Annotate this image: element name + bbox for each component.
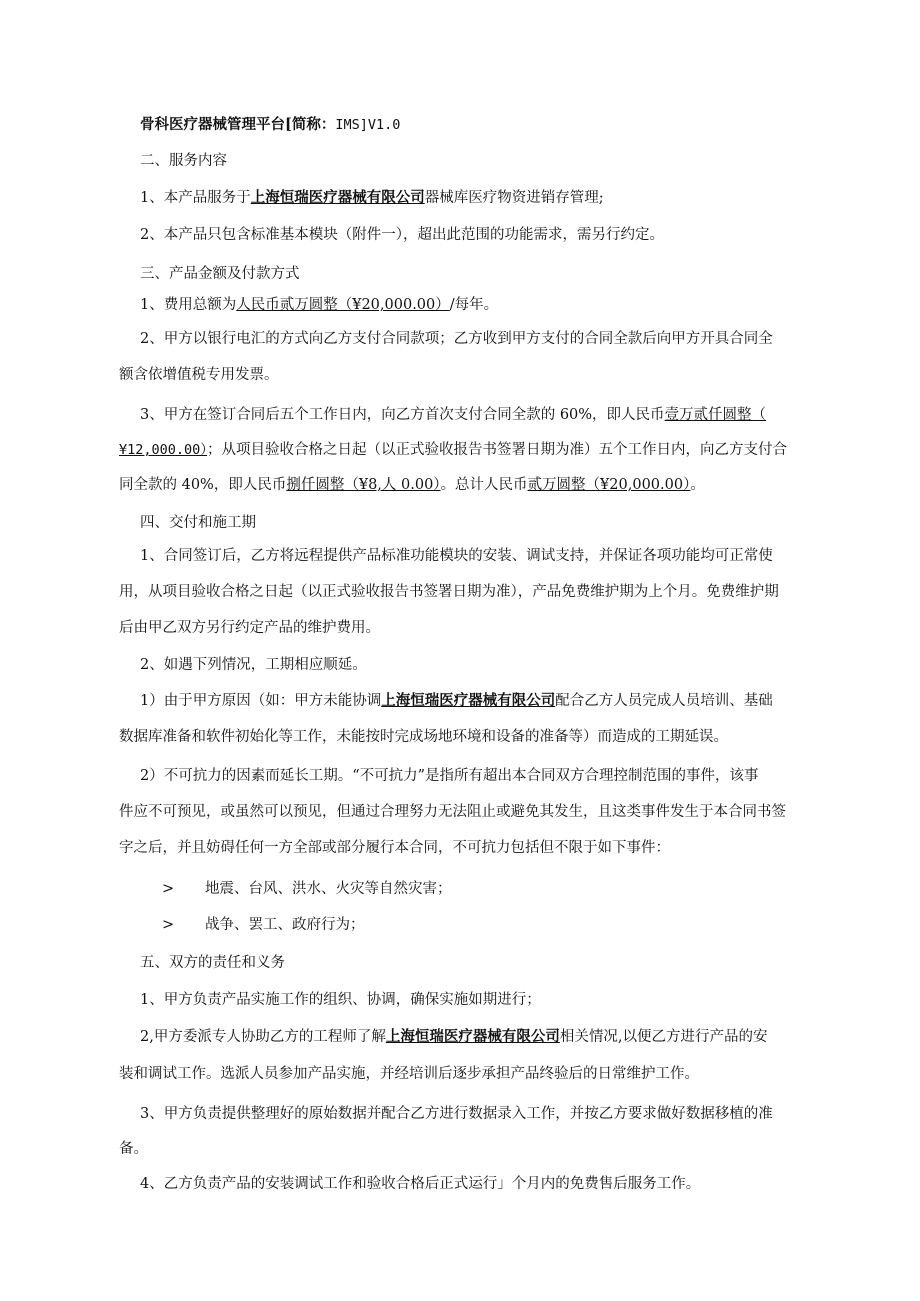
s4-p3-text-b: 配合乙方人员完成人员培训、基础 (555, 693, 773, 709)
section-3-heading: 三、产品金额及付款方式 (140, 266, 300, 282)
company-name: 上海恒瑞医疗器械有限公司 (381, 693, 556, 709)
s4-paragraph-2: 2、如遇下列情况，工期相应顺延。 (140, 657, 367, 673)
s3-p3-l3-text-b: 。总计人民币 (440, 477, 528, 493)
company-name: 上海恒瑞医疗器械有限公司 (250, 190, 425, 206)
s4-paragraph-4-line-1: 2）不可抗力的因素而延长工期。“不可抗力”是指所有超出本合同双方合理控制范围的事件，该事 (140, 768, 759, 784)
s3-p3-l3-text-c: 。 (690, 477, 705, 493)
title-code: IMS]V1.0 (335, 117, 401, 133)
s5-paragraph-1: 1、甲方负责产品实施工作的组织、协调，确保实施如期进行； (140, 992, 541, 1008)
company-name: 上海恒瑞医疗器械有限公司 (385, 1029, 560, 1045)
s3-paragraph-2-line-1: 2、甲方以银行电汇的方式向乙方支付合同款项；乙方收到甲方支付的合同全款后向甲方开具合同全 (140, 331, 773, 347)
s3-p3-l1-text: 3、甲方在签订合同后五个工作日内，向乙方首次支付合同全款的 60%，即人民币 (140, 407, 665, 423)
bullet-item-2: 战争、罢工、政府行为； (205, 917, 365, 933)
s4-paragraph-1-line-3: 后由甲乙双方另行约定产品的维护费用。 (119, 620, 380, 636)
first-payment-figure: ¥12,000.00） (119, 442, 208, 458)
s3-p3-l2-text: ；从项目验收合格之日起（以正式验收报告书签署日期为准）五个工作日内，向乙方支付合 (207, 442, 788, 458)
s2-p1-text-a: 1、本产品服务于 (140, 190, 251, 206)
s3-p1-text-b: /每年。 (449, 297, 499, 313)
first-payment-amount: 壹万贰仟圆整（ (664, 407, 767, 423)
bullet-item-1: 地震、台风、洪水、火灾等自然灾害； (205, 881, 452, 897)
s3-paragraph-1 (140, 294, 498, 316)
s2-paragraph-2: 2、本产品只包含标准基本模块（附件一），超出此范围的功能需求，需另行约定。 (140, 227, 664, 243)
section-2-heading: 二、服务内容 (140, 153, 227, 169)
s3-paragraph-3-line-2 (119, 439, 787, 461)
total-payment-amount: 贰万圆整（¥20,000.00） (527, 477, 691, 493)
title-main: 骨科医疗器械管理平台[简称： (140, 116, 336, 133)
s4-paragraph-3-line-2: 数据库准备和软件初始化等工作，未能按时完成场地环境和设备的准备等）而造成的工期延误。 (119, 729, 728, 745)
bullet-arrow-icon: > (162, 917, 175, 933)
s5-paragraph-4: 4、乙方负责产品的安装调试工作和验收合格后正式运行」个月内的免费售后服务工作。 (140, 1176, 701, 1192)
section-5-heading: 五、双方的责任和义务 (140, 955, 285, 971)
second-payment-amount: 捌仟圆整（¥8,人 0.00） (286, 477, 441, 493)
s2-paragraph-1 (140, 187, 604, 209)
s4-paragraph-3-line-1 (140, 690, 773, 712)
bullet-arrow-icon: > (162, 881, 175, 897)
s4-paragraph-1-line-1: 1、合同签订后，乙方将远程提供产品标准功能模块的安装、调试支持，并保证各项功能均可正常使 (140, 548, 773, 564)
s3-p1-text-a: 1、费用总额为 (140, 297, 237, 313)
s4-paragraph-4-line-3: 字之后，并且妨碍任何一方全部或部分履行本合同，不可抗力包括但不限于如下事件： (119, 840, 670, 856)
s5-p2-text-a: 2,甲方委派专人协助乙方的工程师了解 (140, 1029, 386, 1045)
s3-paragraph-3-line-3 (119, 474, 705, 496)
s4-paragraph-1-line-2: 用，从项目验收合格之日起（以正式验收报告书签署日期为准），产品免费维护期为上个月。免费维护期 (119, 584, 779, 600)
s2-p1-text-b: 器械库医疗物资进销存管理; (424, 190, 604, 206)
document-title (140, 114, 400, 136)
s5-paragraph-2-line-1 (140, 1026, 767, 1048)
s3-p3-l3-text-a: 同全款的 40%，即人民币 (119, 477, 287, 493)
s3-paragraph-2-line-2: 额含依增值税专用发票。 (119, 367, 279, 383)
s5-paragraph-2-line-2: 装和调试工作。选派人员参加产品实施，并经培训后逐步承担产品终验后的日常维护工作。 (119, 1066, 699, 1082)
s3-paragraph-3-line-1 (140, 404, 766, 426)
s4-p3-text-a: 1）由于甲方原因（如：甲方未能协调 (140, 693, 382, 709)
section-4-heading: 四、交付和施工期 (140, 515, 256, 531)
s5-paragraph-3-line-2: 备。 (119, 1141, 148, 1157)
total-amount: 人民币贰万圆整（¥20,000.00） (236, 297, 450, 313)
s5-paragraph-3-line-1: 3、甲方负责提供整理好的原始数据并配合乙方进行数据录入工作，并按乙方要求做好数据移植的准 (140, 1106, 773, 1122)
s4-paragraph-4-line-2: 件应不可预见，或虽然可以预见，但通过合理努力无法阻止或避免其发生，且这类事件发生于本合同书签 (119, 804, 786, 820)
s5-p2-text-b: 相关情况,以便乙方进行产品的安 (559, 1029, 768, 1045)
